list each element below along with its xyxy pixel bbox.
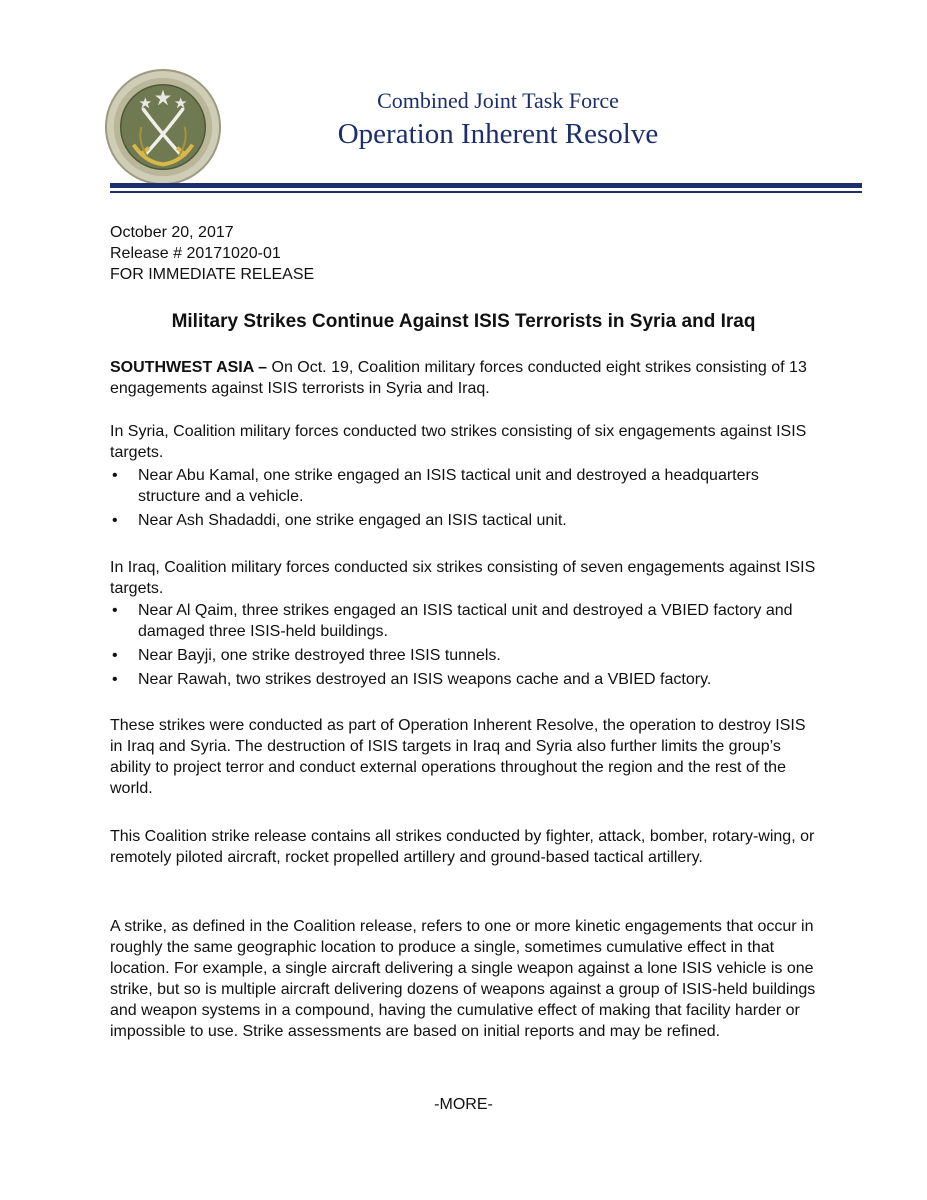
release-date: October 20, 2017 <box>110 224 234 241</box>
release-meta <box>110 222 314 285</box>
list-item: • Near Ash Shadaddi, one strike engaged an ISIS tactical unit. <box>110 510 822 531</box>
intro-paragraph <box>110 357 822 399</box>
document-title: Military Strikes Continue Against ISIS Terrorists in Syria and Iraq <box>171 311 756 332</box>
header-operation-name: Operation Inherent Resolve <box>337 118 659 150</box>
intro-dateline: SOUTHWEST ASIA – <box>110 359 268 376</box>
seal-icon <box>104 68 222 186</box>
syria-summary: In Syria, Coalition military forces conducted two strikes consisting of six engagements against ISIS targets. <box>110 423 807 461</box>
release-status: FOR IMMEDIATE RELEASE <box>110 266 315 283</box>
release-number: Release # 20171020-01 <box>110 245 281 262</box>
iraq-strike-list <box>110 600 822 693</box>
header-org-name: Combined Joint Task Force <box>377 88 619 113</box>
list-item: • Near Bayji, one strike destroyed three ISIS tunnels. <box>110 645 822 666</box>
strike-definition-paragraph: A strike, as defined in the Coalition release, refers to one or more kinetic engagements that occur in roughly the same geographic location to produce a single, sometimes cumulative effect in that location. For example, a single aircraft delivering a single weapon against a lone ISIS vehicle is one strike, but so is multiple aircraft delivering dozens of weapons against a group of ISIS-held buildings and weapon systems in a compound, having the cumulative effect of making that facility harder or impossible to use. Strike assessments are based on initial reports and may be refined. <box>110 918 816 1040</box>
header-rule <box>110 183 862 188</box>
release-scope-paragraph: This Coalition strike release contains all strikes conducted by fighter, attack, bomber, rotary-wing, or remotely piloted aircraft, rocket propelled artillery and ground-based tactical artillery. <box>110 828 815 866</box>
more-indicator: -MORE- <box>434 1096 493 1113</box>
intro-text: On Oct. 19, Coalition military forces conducted eight strikes consisting of 13 engagements against ISIS terrorists in Syria and Iraq. <box>110 359 807 397</box>
operation-paragraph: These strikes were conducted as part of Operation Inherent Resolve, the operation to destroy ISIS in Iraq and Syria. The destruction of ISIS targets in Iraq and Syria also further limits the group’s ability to project terror and conduct external operations throughout the region and the rest of the world. <box>110 717 806 797</box>
header-rule-thin <box>110 191 862 193</box>
iraq-summary: In Iraq, Coalition military forces conducted six strikes consisting of seven engagements against ISIS targets. <box>110 559 816 597</box>
list-item: • Near Al Qaim, three strikes engaged an ISIS tactical unit and destroyed a VBIED factory and damaged three ISIS-held buildings. <box>110 600 822 642</box>
list-item: • Near Abu Kamal, one strike engaged an ISIS tactical unit and destroyed a headquarters structure and a vehicle. <box>110 465 822 507</box>
list-item: • Near Rawah, two strikes destroyed an ISIS weapons cache and a VBIED factory. <box>110 669 822 690</box>
syria-strike-list <box>110 465 822 534</box>
